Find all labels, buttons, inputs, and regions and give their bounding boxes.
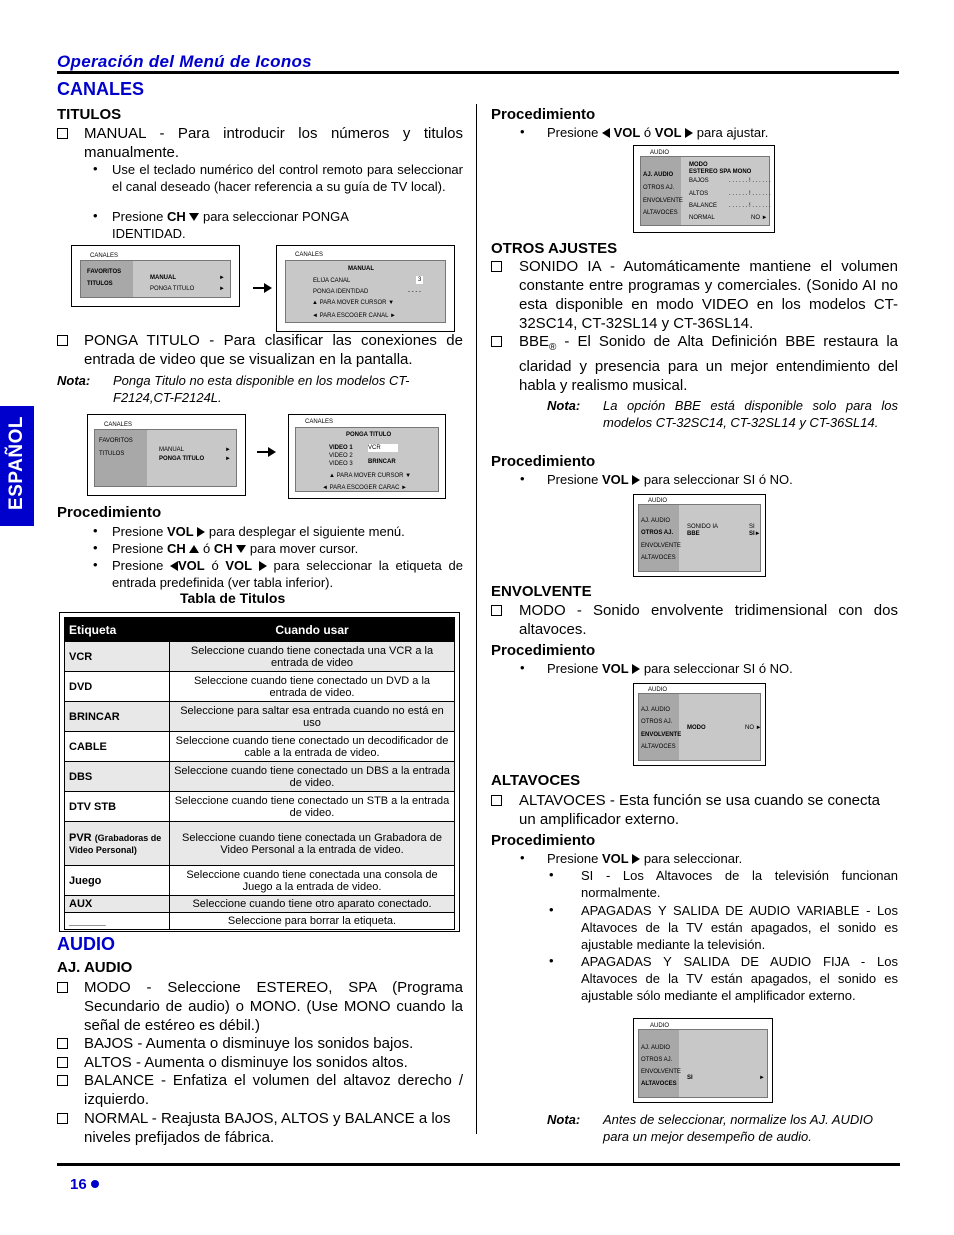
menu-screen-ponga-titulo: CANALES PONGA TITULO VIDEO 1 VIDEO 2 VIDEO 3 VCR BRINCAR ▲ PARA MOVER CURSOR ▼ ◄ PARA ESCOGER CARAC ►	[288, 414, 446, 499]
bullet-dot: •	[93, 557, 98, 572]
aj-item-balance: BALANCE - Enfatiza el volumen del altavoz derecho / izquierdo.	[84, 1072, 463, 1108]
checkbox-bullet-icon	[57, 1038, 68, 1049]
nota-label: Nota:	[547, 1112, 581, 1127]
nota-audio-text: Antes de seleccionar, normalize los AJ. AUDIO para un mejor desempeño de audio.	[603, 1112, 873, 1144]
titles-table-frame	[59, 612, 460, 932]
bullet-dot: •	[520, 660, 525, 675]
checkbox-bullet-icon	[57, 335, 68, 346]
column-divider	[476, 104, 477, 1134]
menu-screen-envolvente: AUDIO AJ. AUDIO OTROS AJ. ENVOLVENTE ALTAVOCES MODO NO ►	[633, 683, 766, 766]
procedimiento-heading: Procedimiento	[57, 504, 162, 521]
envolvente-text: MODO - Sonido envolvente tridimensional con dos altavoces.	[519, 602, 898, 638]
down-arrow-icon	[236, 545, 246, 553]
right-arrow-icon	[197, 527, 205, 537]
bullet-dot: •	[520, 471, 525, 486]
bullet-dot: •	[520, 850, 525, 865]
audio-heading: AUDIO	[57, 934, 115, 954]
checkbox-bullet-icon	[57, 982, 68, 993]
otros-ajustes-heading: OTROS AJUSTES	[491, 240, 618, 257]
altavoces-heading: ALTAVOCES	[491, 772, 581, 789]
aj-audio-heading: AJ. AUDIO	[57, 959, 133, 976]
bullet-dot: •	[93, 540, 98, 555]
language-tab-label: ESPAÑOL	[6, 416, 27, 510]
right-arrow-icon	[632, 475, 640, 485]
menu-screen-titulos: CANALES FAVORITOS TITULOS MANUAL PONGA TITULO ► ►	[87, 414, 246, 496]
nota-label: Nota:	[547, 398, 581, 413]
left-arrow-icon	[602, 128, 610, 138]
right-arrow-icon	[632, 854, 640, 864]
procedimiento-heading: Procedimiento	[491, 832, 596, 849]
right-arrow-icon	[632, 664, 640, 674]
manual-bullet-1: Use el teclado numérico del control remoto para seleccionar el canal deseado (hacer referencia a su guía de TV local).	[112, 162, 463, 194]
language-tab	[0, 406, 34, 526]
footer-rule	[57, 1163, 900, 1166]
table-header-etiqueta: Etiqueta	[65, 618, 170, 642]
aj-item-normal: NORMAL - Reajusta BAJOS, ALTOS y BALANCE a los niveles prefijados de fábrica.	[84, 1110, 451, 1146]
titulos-heading: TITULOS	[57, 106, 122, 123]
bullet-circle-icon	[91, 1180, 99, 1188]
table-row: DVD Seleccione cuando tiene conectado un DVD a la entrada de video.	[65, 672, 455, 702]
aj-item-modo: MODO - Seleccione ESTEREO, SPA (Programa Secundario de audio) o MONO. (Use MONO cuando la señal de estéreo es débil.)	[84, 979, 463, 1034]
arrow-right-head-icon	[268, 447, 276, 457]
checkbox-bullet-icon	[491, 261, 502, 272]
menu-screen-canales: CANALES FAVORITOS TITULOS MANUAL PONGA TITULO ► ►	[71, 245, 240, 307]
menu-screen-manual: CANALES MANUAL ELIJA CANAL 3 PONGA IDENTIDAD - - - - ▲ PARA MOVER CURSOR ▼ ◄ PARA ESCOGER CANAL ►	[276, 245, 455, 332]
aj-item-bajos: BAJOS - Aumenta o disminuye los sonidos bajos.	[84, 1035, 414, 1052]
manual-text: MANUAL - Para introducir los números y titulos manualmente.	[84, 125, 463, 161]
bullet-dot: •	[93, 523, 98, 538]
bullet-dot: •	[93, 161, 98, 176]
table-row: VCR Seleccione cuando tiene conectada una VCR a la entrada de video	[65, 642, 455, 672]
header-rule	[57, 71, 899, 74]
checkbox-bullet-icon	[491, 605, 502, 616]
checkbox-bullet-icon	[57, 1057, 68, 1068]
table-row: DTV STB Seleccione cuando tiene conectado un STB a la entrada de video.	[65, 792, 455, 822]
right-proc2-bullet: Presione VOL para seleccionar SI ó NO.	[547, 472, 793, 487]
bullet-dot: •	[549, 867, 554, 882]
checkbox-bullet-icon	[57, 1075, 68, 1086]
procedimiento-heading: Procedimiento	[491, 106, 596, 123]
right-arrow-icon	[685, 128, 693, 138]
bullet-dot: •	[520, 124, 525, 139]
altavoces-text: ALTAVOCES - Esta función se usa cuando se conecta un amplificador externo.	[519, 792, 881, 828]
table-header-cuando: Cuando usar	[170, 618, 455, 642]
arrow-right-head-icon	[264, 283, 272, 293]
nota-label: Nota:	[57, 373, 91, 388]
right-proc4-bullet: Presione VOL para seleccionar.	[547, 851, 743, 866]
menu-screen-otros-ajustes: AUDIO AJ. AUDIO OTROS AJ. ENVOLVENTE ALTAVOCES SONIDO IA BBE SI SI►	[633, 494, 766, 577]
checkbox-bullet-icon	[57, 1113, 68, 1124]
right-proc3-bullet: Presione VOL para seleccionar SI ó NO.	[547, 661, 793, 676]
altavoces-sub-variable: APAGADAS Y SALIDA DE AUDIO VARIABLE - Los Altavoces de la TV están apagados, el sonido es ajustable mediante la televisión.	[581, 903, 898, 952]
table-row: CABLE Seleccione cuando tiene conectado un decodificador de cable a la entrada de video.	[65, 732, 455, 762]
right-proc1-bullet: Presione VOL ó VOL para ajustar.	[547, 125, 769, 140]
table-row: PVR (Grabadoras de Video Personal) Seleccione cuando tiene conectada un Grabadora de Video Personal a la entrada de video.	[65, 822, 455, 866]
checkbox-bullet-icon	[57, 128, 68, 139]
page-number: 16	[70, 1176, 99, 1193]
proc-bullet-1: Presione VOL para desplegar el siguiente menú.	[112, 524, 405, 539]
menu-screen-altavoces: AUDIO AJ. AUDIO OTROS AJ. ENVOLVENTE ALTAVOCES SI ►	[633, 1018, 773, 1103]
left-arrow-icon	[170, 561, 178, 571]
altavoces-sub-fija: APAGADAS Y SALIDA DE AUDIO FIJA - Los Altavoces de la TV están apagados, el sonido es ajustable sólo mediante el amplificador externo.	[581, 954, 898, 1003]
manual-bullet-2: Presione CH para seleccionar PONGA IDENTIDAD.	[112, 209, 349, 241]
procedimiento-heading: Procedimiento	[491, 642, 596, 659]
down-arrow-icon	[189, 213, 199, 221]
checkbox-bullet-icon	[491, 336, 502, 347]
table-row: AUX Seleccione cuando tiene otro aparato conectado.	[65, 896, 455, 913]
envolvente-heading: ENVOLVENTE	[491, 583, 592, 600]
bullet-dot: •	[549, 902, 554, 917]
otros-sonido-text: SONIDO IA - Automáticamente mantiene el volumen constante entre programas y comerciales. (Sonido AI no esta disponible en modo VIDEO en los modelos CT-32SC14, CT-32SL14 y CT-36SL14.	[519, 258, 898, 332]
bullet-dot: •	[549, 953, 554, 968]
aj-item-altos: ALTOS - Aumenta o disminuye los sonidos altos.	[84, 1054, 408, 1071]
proc-bullet-3: Presione VOL ó VOL para seleccionar la etiqueta de entrada predefinida (ver tabla inferior).	[112, 558, 463, 590]
otros-bbe-text: $BBE_®$ - El Sonido de Alta Definición BBE restaura la claridad y presencia para un mejor entendimiento del habla y realismo musical.	[519, 333, 898, 394]
nota-bbe-text: La opción BBE está disponible solo para los modelos CT-32SC14, CT-32SL14 y CT-36SL14.	[603, 398, 898, 430]
table-row: BRINCAR Seleccione para saltar esa entrada cuando no está en uso	[65, 702, 455, 732]
bullet-dot: •	[93, 208, 98, 223]
nota-text: Ponga Titulo no esta disponible en los modelos CT-F2124,CT-F2124L.	[113, 373, 410, 405]
table-row: ______ Seleccione para borrar la etiqueta.	[65, 913, 455, 930]
section-header: Operación del Menú de Iconos	[57, 52, 312, 71]
table-row: DBS Seleccione cuando tiene conectado un DBS a la entrada de video.	[65, 762, 455, 792]
titles-table	[64, 617, 455, 930]
proc-bullet-2: Presione CH ó CH para mover cursor.	[112, 541, 359, 556]
checkbox-bullet-icon	[491, 795, 502, 806]
canales-heading: CANALES	[57, 79, 145, 99]
procedimiento-heading: Procedimiento	[491, 453, 596, 470]
menu-screen-aj-audio: AUDIO AJ. AUDIO OTROS AJ. ENVOLVENTE ALTAVOCES MODO ESTEREO SPA MONO BAJOS ALTOS BALANCE NORMAL . . . . . . ! . . . . . . . . . . . . ! . . . . . . . . . . . . ! . . . . . . NO ►	[633, 145, 775, 233]
right-arrow-icon	[259, 561, 267, 571]
ponga-text: PONGA TITULO - Para clasificar las conexiones de entrada de video que se visualizan en la pantalla.	[84, 332, 463, 368]
table-title: Tabla de Titulos	[180, 590, 286, 606]
altavoces-sub-si: SI - Los Altavoces de la televisión funcionan normalmente.	[581, 868, 898, 900]
up-arrow-icon	[189, 545, 199, 553]
table-row: Juego Seleccione cuando tiene conectada una consola de Juego a la entrada de video.	[65, 866, 455, 896]
